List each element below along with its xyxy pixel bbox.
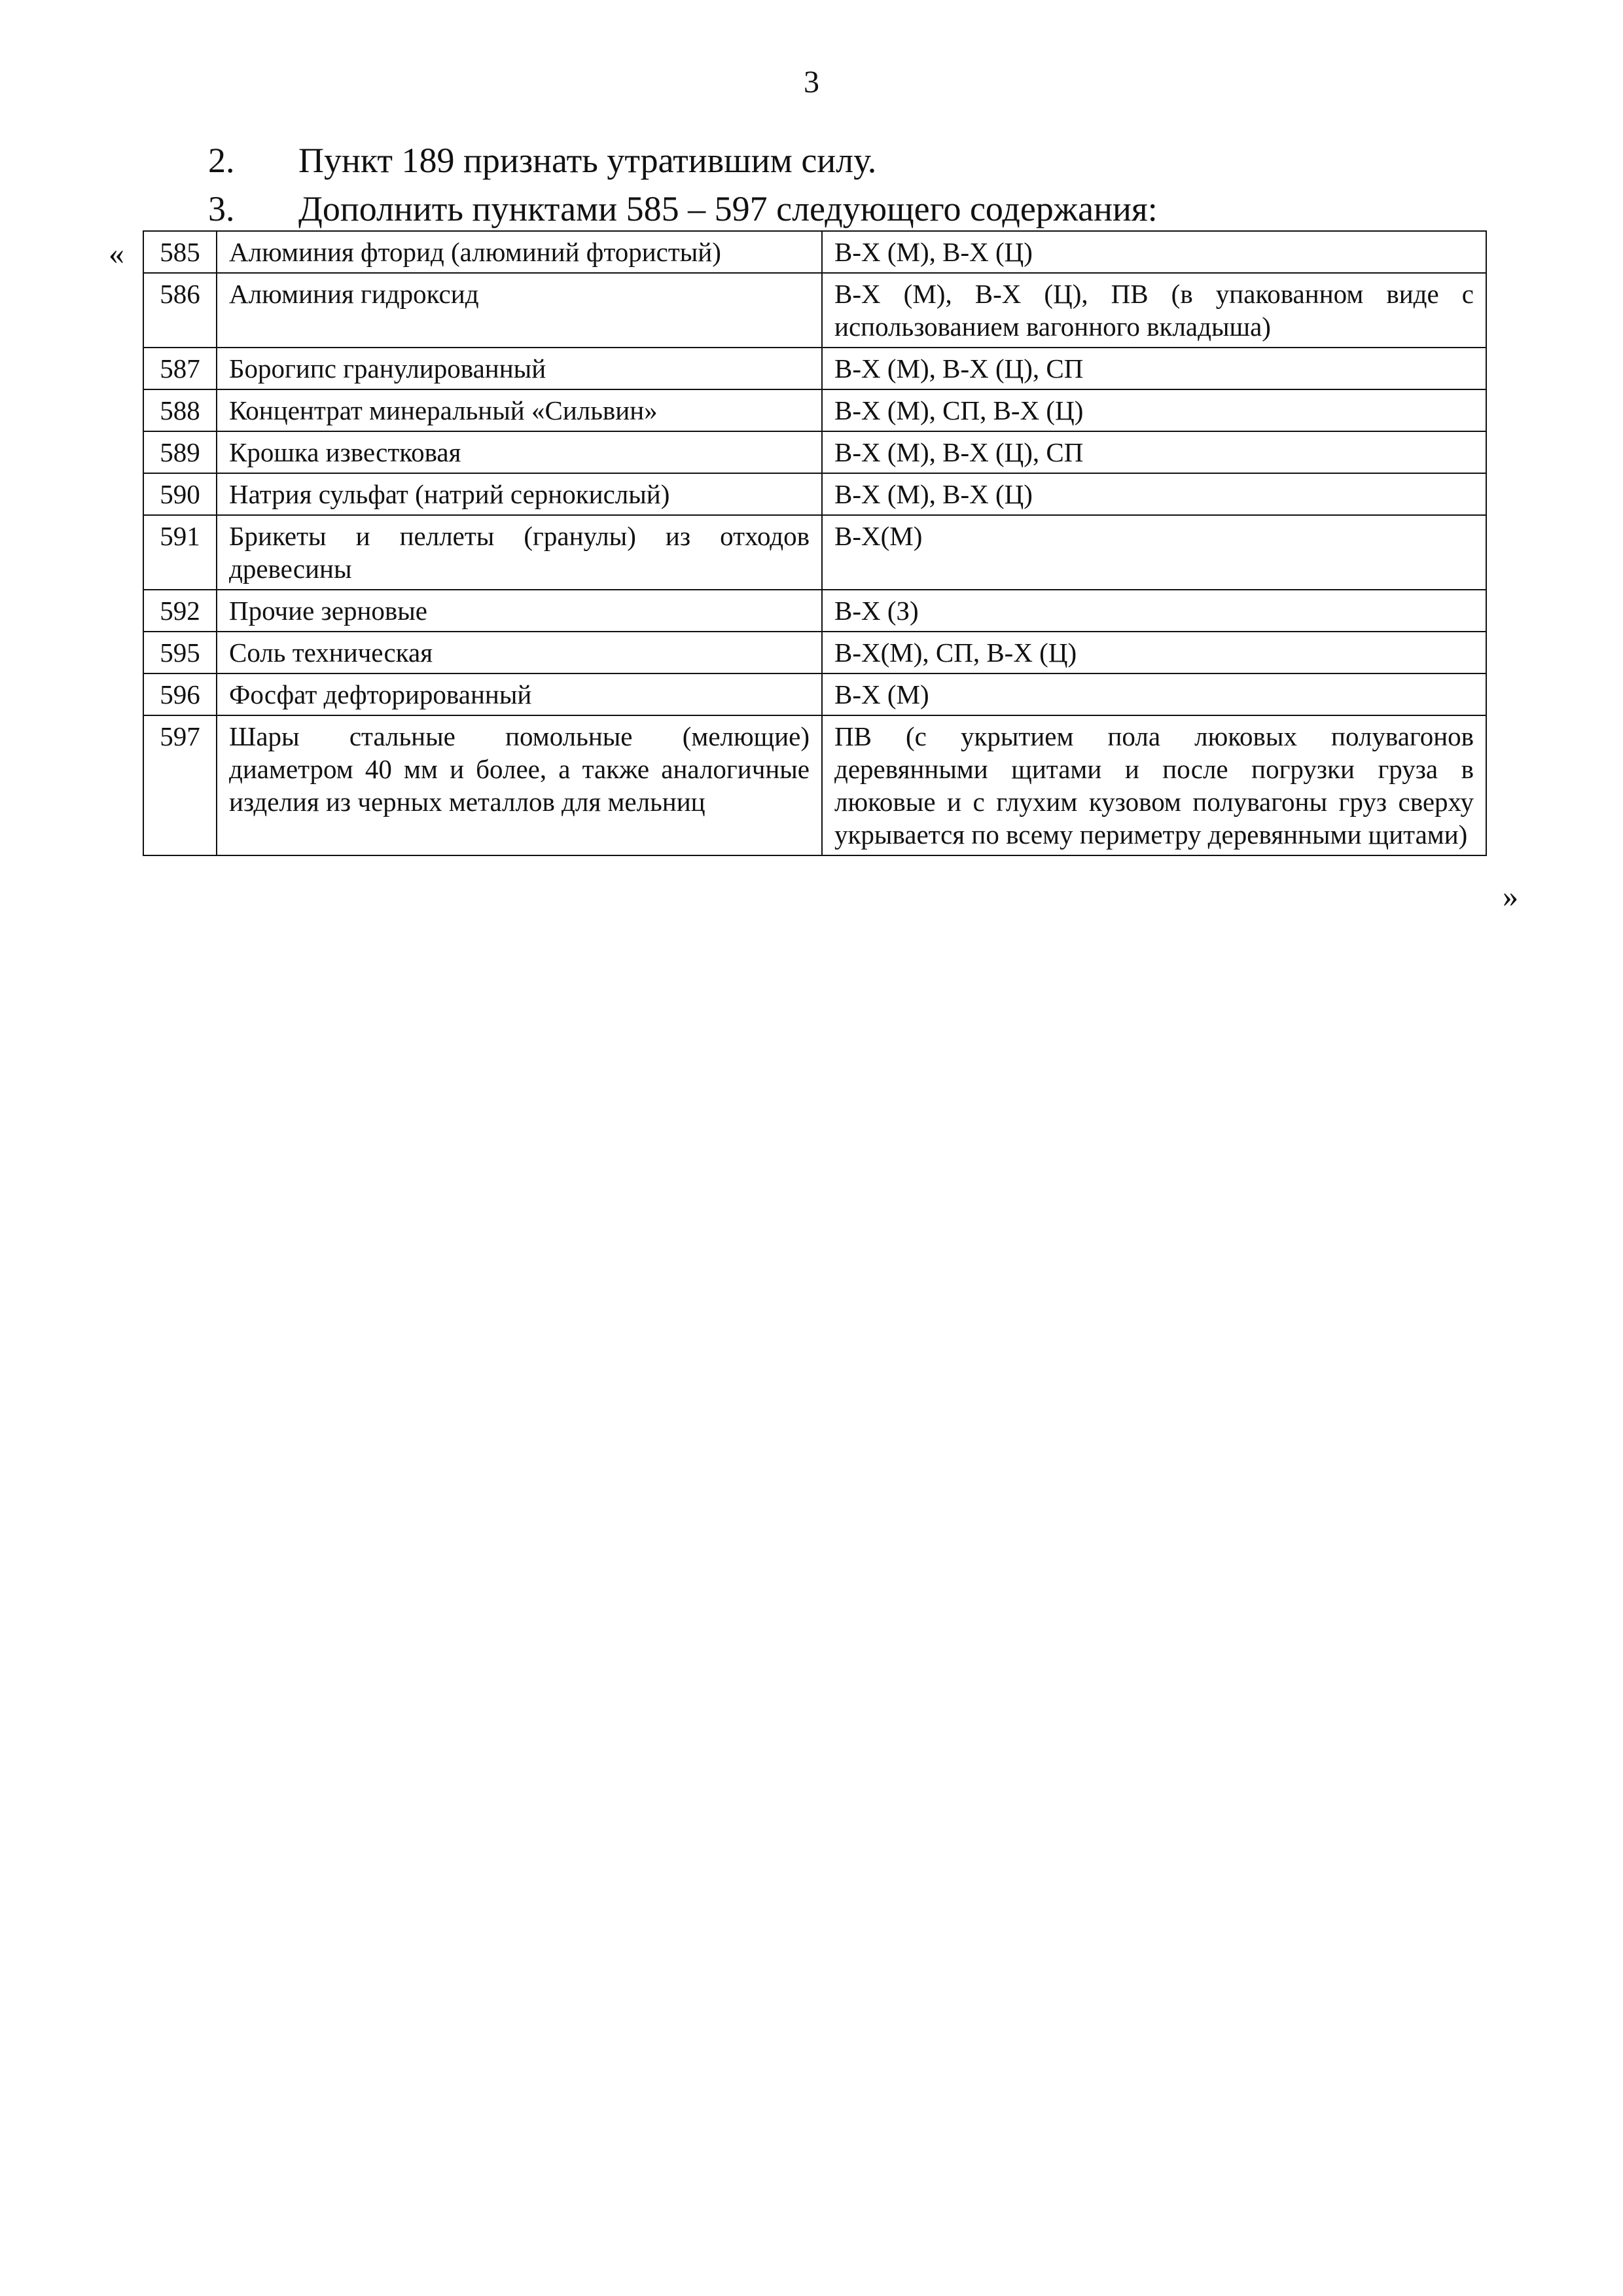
table-row	[143, 231, 1486, 273]
table-row	[143, 515, 1486, 590]
row-number-cell: 597	[143, 715, 217, 855]
cargo-name-cell: Шары стальные помольные (мелющие) диаметром 40 мм и более, а также аналогичные изделия из черных металлов для мельниц	[217, 715, 822, 855]
transport-mode-cell: В-Х (М), В-Х (Ц), СП	[822, 348, 1486, 389]
transport-mode-cell: В-Х (М), В-Х (Ц)	[822, 231, 1486, 273]
paragraph-3-number: 3.	[208, 189, 235, 228]
row-number-cell: 588	[143, 389, 217, 431]
row-number-cell: 595	[143, 632, 217, 673]
table-row	[143, 348, 1486, 389]
cargo-name-cell: Прочие зерновые	[217, 590, 822, 632]
row-number-cell: 590	[143, 473, 217, 515]
paragraph-2-text: Пункт 189 признать утратившим силу.	[298, 141, 877, 180]
row-number-cell: 596	[143, 673, 217, 715]
cargo-name-cell: Крошка известковая	[217, 431, 822, 473]
paragraph-2	[208, 139, 876, 182]
transport-mode-cell: В-Х(М)	[822, 515, 1486, 590]
transport-mode-cell: ПВ (с укрытием пола люковых полувагонов деревянными щитами и после погрузки груза в люковые и с глухим кузовом полувагоны груз сверху укрывается по всему периметру деревянными щитами)	[822, 715, 1486, 855]
transport-mode-cell: В-Х (З)	[822, 590, 1486, 632]
transport-mode-cell: В-Х (М), В-Х (Ц)	[822, 473, 1486, 515]
cargo-name-cell: Концентрат минеральный «Сильвин»	[217, 389, 822, 431]
row-number-cell: 586	[143, 273, 217, 348]
cargo-name-cell: Натрия сульфат (натрий сернокислый)	[217, 473, 822, 515]
transport-mode-cell: В-Х (М), В-Х (Ц), ПВ (в упакованном виде с использованием вагонного вкладыша)	[822, 273, 1486, 348]
table-row	[143, 673, 1486, 715]
opening-quote: «	[109, 236, 124, 271]
paragraph-2-number: 2.	[208, 141, 235, 180]
table-row	[143, 715, 1486, 855]
cargo-name-cell: Брикеты и пеллеты (гранулы) из отходов древесины	[217, 515, 822, 590]
table-row	[143, 473, 1486, 515]
cargo-name-cell: Алюминия фторид (алюминий фтористый)	[217, 231, 822, 273]
items-table	[143, 230, 1487, 856]
row-number-cell: 591	[143, 515, 217, 590]
row-number-cell: 592	[143, 590, 217, 632]
table-row	[143, 389, 1486, 431]
row-number-cell: 589	[143, 431, 217, 473]
cargo-name-cell: Алюминия гидроксид	[217, 273, 822, 348]
table-row	[143, 273, 1486, 348]
paragraph-3	[208, 187, 1158, 230]
transport-mode-cell: В-Х(М), СП, В-Х (Ц)	[822, 632, 1486, 673]
transport-mode-cell: В-Х (М), В-Х (Ц), СП	[822, 431, 1486, 473]
paragraph-3-text: Дополнить пунктами 585 – 597 следующего содержания:	[298, 189, 1158, 228]
cargo-name-cell: Борогипс гранулированный	[217, 348, 822, 389]
table-row	[143, 431, 1486, 473]
closing-quote: »	[1503, 879, 1518, 914]
page-number: 3	[804, 65, 819, 99]
table-row	[143, 632, 1486, 673]
transport-mode-cell: В-Х (М)	[822, 673, 1486, 715]
row-number-cell: 587	[143, 348, 217, 389]
table-row	[143, 590, 1486, 632]
transport-mode-cell: В-Х (М), СП, В-Х (Ц)	[822, 389, 1486, 431]
cargo-name-cell: Фосфат дефторированный	[217, 673, 822, 715]
row-number-cell: 585	[143, 231, 217, 273]
cargo-name-cell: Соль техническая	[217, 632, 822, 673]
